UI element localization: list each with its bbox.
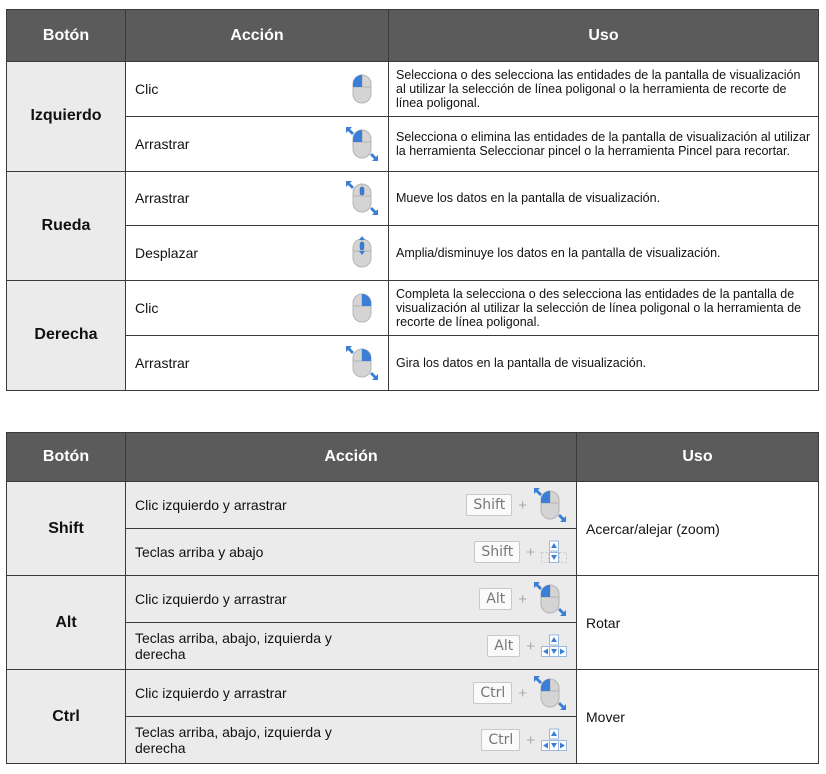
header-accion: Acción: [126, 433, 577, 482]
action-label: Clic izquierdo y arrastrar: [135, 685, 287, 701]
header-uso: Uso: [389, 10, 819, 62]
button-name-ctrl: Ctrl: [7, 670, 126, 764]
header-boton: Botón: [7, 10, 126, 62]
use-description: Gira los datos en la pantalla de visualización.: [389, 335, 819, 390]
action-cell: [126, 576, 577, 623]
arrow-keys-up-down-icon: [541, 540, 567, 564]
action-cell: [126, 529, 577, 576]
action-cell: [126, 62, 389, 117]
plus-sign: +: [526, 543, 535, 561]
use-description: Amplia/disminuye los datos en la pantalla de visualización.: [389, 226, 819, 281]
table-row: [7, 116, 819, 171]
plus-sign: +: [518, 590, 527, 608]
table-row: [7, 482, 819, 529]
header-boton: Botón: [7, 433, 126, 482]
plus-sign: +: [518, 684, 527, 702]
mouse-left-drag-icon: [345, 126, 379, 162]
shift-key-icon: Shift: [474, 541, 520, 563]
plus-sign: +: [526, 731, 535, 749]
header-accion: Acción: [126, 10, 389, 62]
action-label: Arrastrar: [135, 135, 190, 152]
action-label: Clic izquierdo y arrastrar: [135, 591, 287, 607]
action-label: Clic: [135, 300, 159, 317]
button-name-alt: Alt: [7, 576, 126, 670]
action-label: Teclas arriba y abajo: [135, 544, 264, 560]
use-description: Mueve los datos en la pantalla de visualización.: [389, 171, 819, 226]
mouse-controls-table: [6, 9, 819, 391]
table-row: [7, 226, 819, 281]
mouse-wheel-scroll-icon: [345, 235, 379, 271]
action-cell: [126, 482, 577, 529]
ctrl-key-icon: Ctrl: [473, 682, 512, 704]
ctrl-key-icon: Ctrl: [481, 729, 520, 751]
mouse-left-drag-icon: [533, 675, 567, 711]
action-cell: [126, 281, 389, 336]
header-uso: Uso: [577, 433, 819, 482]
plus-sign: +: [526, 637, 535, 655]
use-description: Mover: [577, 670, 819, 764]
action-cell: [126, 171, 389, 226]
button-name-izquierdo: Izquierdo: [7, 62, 126, 172]
mouse-right-click-icon: [345, 290, 379, 326]
shift-key-icon: Shift: [466, 494, 512, 516]
action-cell: [126, 116, 389, 171]
mouse-left-drag-icon: [533, 487, 567, 523]
table-row: [7, 281, 819, 336]
mouse-wheel-drag-icon: [345, 180, 379, 216]
button-name-derecha: Derecha: [7, 281, 126, 391]
table-row: [7, 335, 819, 390]
use-description: Selecciona o des selecciona las entidades de la pantalla de visualización al utilizar la selección de línea poligonal o la herramienta de recorte de línea poligonal.: [389, 62, 819, 117]
mouse-left-click-icon: [345, 71, 379, 107]
action-label: Arrastrar: [135, 354, 190, 371]
action-cell: [126, 670, 577, 717]
plus-sign: +: [518, 496, 527, 514]
use-description: Acercar/alejar (zoom): [577, 482, 819, 576]
table-row: [7, 171, 819, 226]
alt-key-icon: Alt: [479, 588, 512, 610]
mouse-left-drag-icon: [533, 581, 567, 617]
alt-key-icon: Alt: [487, 635, 520, 657]
arrow-keys-all-icon: [541, 728, 567, 752]
use-description: Completa la selecciona o des selecciona las entidades de la pantalla de visualización al utilizar la selección de línea poligonal o la herramienta de recorte de línea poligonal.: [389, 281, 819, 336]
arrow-keys-all-icon: [541, 634, 567, 658]
action-label: Clic: [135, 80, 159, 97]
use-description: Rotar: [577, 576, 819, 670]
action-label: Teclas arriba, abajo, izquierda y derecha: [135, 724, 332, 756]
action-cell: [126, 335, 389, 390]
table-row: [7, 576, 819, 623]
button-name-rueda: Rueda: [7, 171, 126, 281]
keyboard-controls-table: [6, 432, 819, 764]
table-row: [7, 62, 819, 117]
action-label: Desplazar: [135, 245, 199, 262]
mouse-right-drag-icon: [345, 345, 379, 381]
action-label: Clic izquierdo y arrastrar: [135, 497, 287, 513]
use-description: Selecciona o elimina las entidades de la pantalla de visualización al utilizar la herramienta Seleccionar pincel o la herramienta Pincel para recortar.: [389, 116, 819, 171]
button-name-shift: Shift: [7, 482, 126, 576]
action-cell: [126, 717, 577, 764]
table-row: [7, 670, 819, 717]
action-cell: [126, 226, 389, 281]
action-cell: [126, 623, 577, 670]
action-label: Arrastrar: [135, 190, 190, 207]
action-label: Teclas arriba, abajo, izquierda y derecha: [135, 630, 332, 662]
